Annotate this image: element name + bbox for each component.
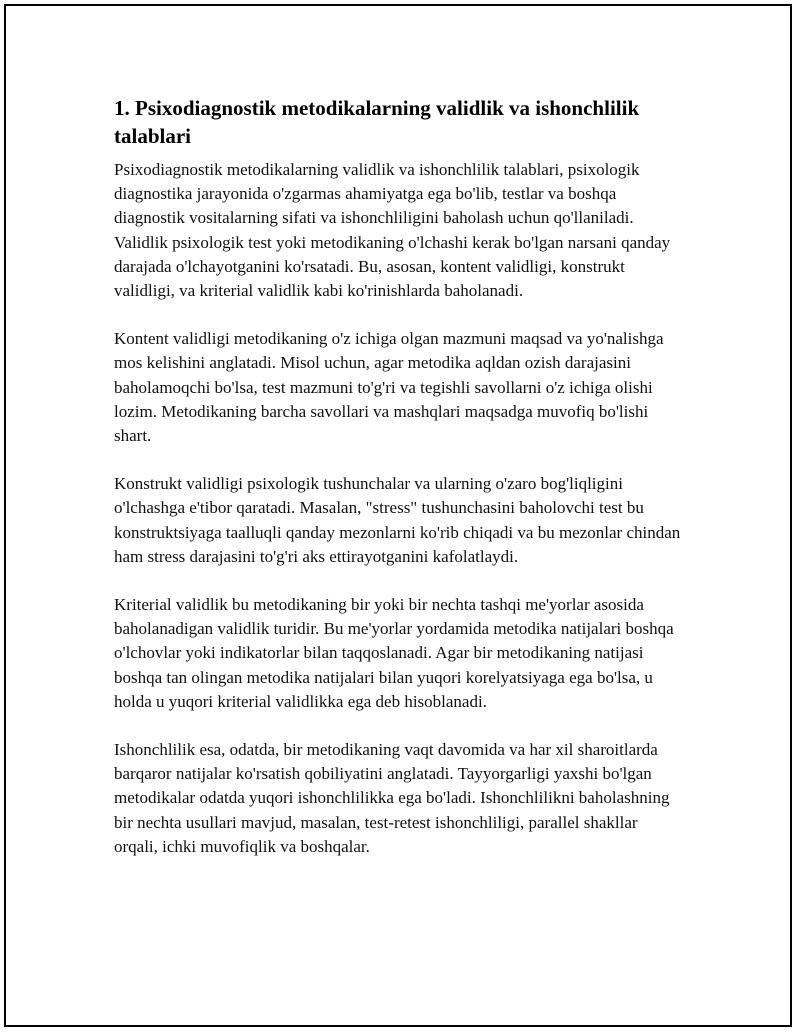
document-body — [114, 94, 684, 883]
paragraph-criterion-validity: Kriterial validlik bu metodikaning bir yoki bir nechta tashqi me'yorlar asosida baholanadigan validlik turidir. Bu me'yorlar yordamida metodika natijalari boshqa o'lchovlar yoki indikatorlar bilan taqqoslanadi. Agar bir metodikaning natijasi boshqa tan olingan metodika natijalari bilan yuqori korelyatsiyaga ega bo'lsa, u holda u yuqori kriterial validlikka ega deb hisoblanadi. — [114, 595, 674, 711]
document-title: 1. Psixodiagnostik metodikalarning validlik va ishonchlilik talablari — [114, 96, 640, 148]
paragraph-content-validity: Kontent validligi metodikaning o'z ichiga olgan mazmuni maqsad va yo'nalishga mos kelishini anglatadi. Misol uchun, agar metodika aqldan ozish darajasini baholamoqchi bo'lsa, test mazmuni to'g'ri va tegishli savollarni o'z ichiga olishi lozim. Metodikaning barcha savollari va mashqlari maqsadga muvofiq bo'lishi shart. — [114, 329, 664, 446]
paragraph-validity-intro: Psixodiagnostik metodikalarning validlik va ishonchlilik talablari, psixologik diagnostika jarayonida o'zgarmas ahamiyatga ega bo'lib, testlar va boshqa diagnostik vositalarning sifati va ishonchliligini baholash uchun qo'llaniladi. Validlik psixologik test yoki metodikaning o'lchashi kerak bo'lgan narsani qanday darajada o'lchayotganini ko'rsatadi. Bu, asosan, kontent validligi, konstrukt validligi, va kriterial validlik kabi ko'rinishlarda baholanadi. — [114, 160, 671, 301]
paragraph-construct-validity: Konstrukt validligi psixologik tushunchalar va ularning o'zaro bog'liqligini o'lchashga e'tibor qaratadi. Masalan, "stress" tushunchasini baholovchi test bu konstruktsiyaga taalluqli qanday mezonlarni ko'rib chiqadi va bu mezonlar chindan ham stress darajasini to'g'ri aks ettirayotganini kafolatlaydi. — [114, 474, 681, 566]
paragraph-reliability: Ishonchlilik esa, odatda, bir metodikaning vaqt davomida va har xil sharoitlarda barqaror natijalar ko'rsatish qobiliyatini anglatadi. Tayyorgarligi yaxshi bo'lgan metodikalar odatda yuqori ishonchlilikka ega bo'ladi. Ishonchlilikni baholashning bir nechta usullari mavjud, masalan, test-retest ishonchliligi, parallel shakllar orqali, ichki muvofiqlik va boshqalar. — [114, 740, 670, 856]
